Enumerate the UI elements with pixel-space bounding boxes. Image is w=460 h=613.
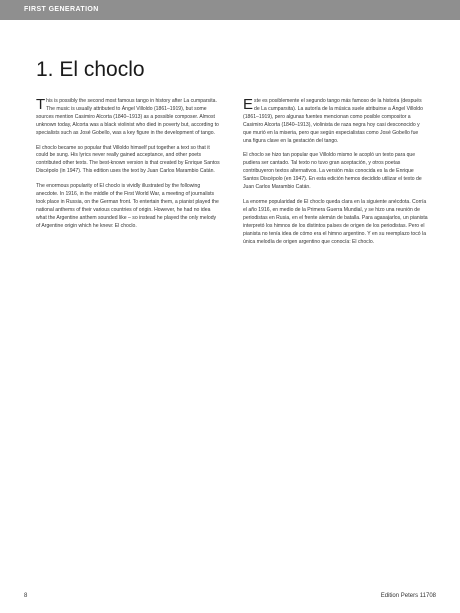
publisher-label: Edition Peters 11708 bbox=[380, 593, 436, 599]
spanish-paragraph-3: La enorme popularidad de El choclo queda clara en la siguiente anécdota. Corría el año 1916, en medio de la Primera Guerra Mundial, y se hizo una reunión de periodistas en Rusia, en el frente alemán de batalla. Para agasajarlos, un pianista interpretó los himnos de los distintos países de origen de los periodistas. Pero el pianista no tenía idea de cómo era el himno argentino. Y en su reemplazo tocó la única melodía de origen argentino que conocía: El choclo. bbox=[243, 198, 428, 245]
page-number: 8 bbox=[24, 593, 28, 599]
section-label: FIRST GENERATION bbox=[24, 6, 99, 13]
section-header-bar bbox=[0, 0, 460, 20]
paragraph-text: his is possibly the second most famous tango in history after La cumparsita. The music is usually attributed to Ángel Villoldo (1861–1919), but some sources mention Casimiro Alcorta (1840–1913) as a possible composer. Almost unknown today, Alcorta was a black violinist who died in poverty but, according to specialists such as José Gobello, was a key figure in the development of tango. bbox=[36, 98, 219, 136]
english-paragraph-1 bbox=[36, 98, 221, 138]
page-title: 1. El choclo bbox=[36, 58, 145, 81]
spanish-column bbox=[243, 98, 428, 253]
english-paragraph-2: El choclo became so popular that Villoldo himself put together a text so that it could be sung. His lyrics never really gained acceptance, and other poets contributed other texts. The best-known version is that created by Enrique Santos Discépolo (in 1947). This edition uses the text by Juan Carlos Marambio Catán. bbox=[36, 144, 220, 175]
paragraph-text: ste es posiblemente el segundo tango más famoso de la historia (después de La cumparsita). La autoría de la música suele atribuirse a Ángel Villoldo (1861–1919), pero algunas fuentes mencionan como posible compositor a Casimiro Alcorta (1840–1913), violinista de raza negra hoy casi desconocido y que murió en la miseria, pero que según especialistas como José Gobello fue una figura clave en la gestación del tango. bbox=[243, 98, 423, 144]
spanish-paragraph-2: El choclo se hizo tan popular que Villoldo mismo le acopló un texto para que pudiera ser cantado. Tal texto no tuvo gran aceptación, y otros poetas contribuyeron textos alternativos. La versión más conocida es la de Enrique Santos Discépolo (en 1947). En esta edición hemos decidido utilizar el texto de Juan Carlos Marambio Catán. bbox=[243, 152, 422, 191]
english-column bbox=[36, 98, 221, 238]
drop-cap: T bbox=[36, 96, 46, 113]
spanish-paragraph-1 bbox=[243, 98, 428, 145]
drop-cap: E bbox=[243, 96, 254, 113]
english-paragraph-3: The enormous popularity of El choclo is vividly illustrated by the following anecdote. In 1916, in the middle of the First World War, a meeting of journalists took place in Russia, on the German front. To entertain them, a pianist played the national anthems of their various countries of origin. However, he had no idea what the Argentine anthem sounded like – so instead he played the only melody of Argentine origin which he knew: El choclo. bbox=[36, 183, 219, 229]
